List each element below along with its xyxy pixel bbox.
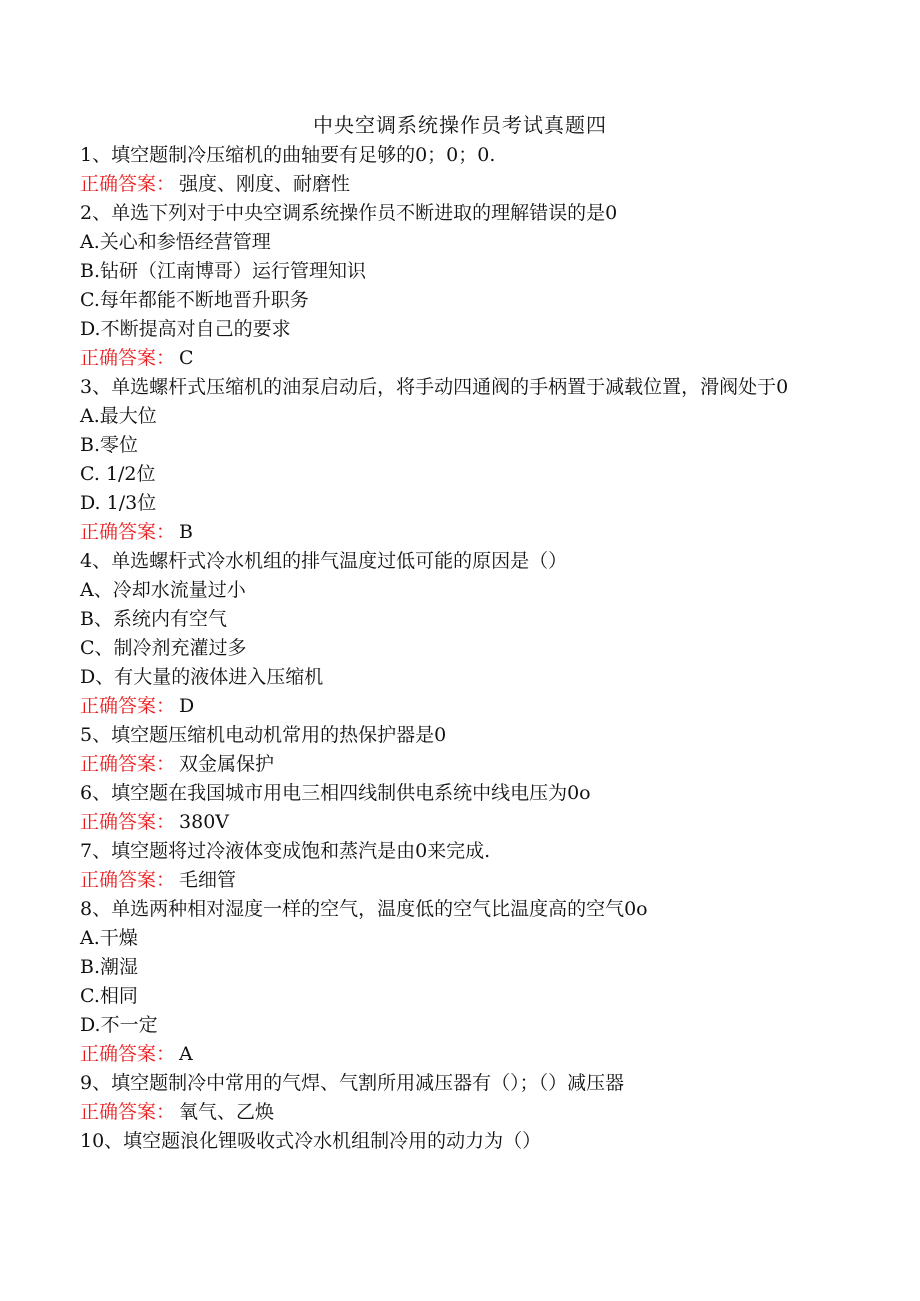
answer-label: 正确答案：	[80, 869, 176, 891]
answer-line	[80, 1098, 840, 1127]
answer-value: 毛细管	[179, 869, 237, 891]
option-b: B.零位	[80, 434, 139, 456]
answer-value: 380V	[179, 811, 230, 833]
option-d: D、有大量的液体进入压缩机	[80, 666, 324, 688]
question-stem: 8、单选两种相对湿度一样的空气，温度低的空气比温度高的空气0o	[80, 898, 648, 920]
option-a: A、冷却水流量过小	[80, 579, 246, 601]
option-b: B.钻研（江南博哥）运行管理知识	[80, 260, 367, 282]
answer-label: 正确答案：	[80, 1043, 176, 1065]
answer-value: B	[179, 521, 193, 543]
option-a: A.关心和参悟经营管理	[80, 231, 271, 253]
answer-value: 双金属保护	[179, 753, 275, 775]
question-stem: 6、填空题在我国城市用电三相四线制供电系统中线电压为0o	[80, 782, 591, 804]
answer-line	[80, 692, 840, 721]
answer-value: 强度、刚度、耐磨性	[179, 173, 351, 195]
answer-line	[80, 808, 840, 837]
option-d: D.不断提高对自己的要求	[80, 318, 291, 340]
option-d: D.不一定	[80, 1014, 158, 1036]
answer-line	[80, 866, 840, 895]
answer-value: D	[179, 695, 195, 717]
option-c: C. 1/2位	[80, 463, 156, 485]
option-c: C.每年都能不断地晋升职务	[80, 289, 309, 311]
option-d: D. 1/3位	[80, 492, 157, 514]
answer-value: A	[179, 1043, 193, 1065]
option-c: C、制冷剂充灌过多	[80, 637, 247, 659]
answer-label: 正确答案：	[80, 347, 176, 369]
answer-label: 正确答案：	[80, 753, 176, 775]
option-b: B、系统内有空气	[80, 608, 227, 630]
question-stem: 2、单选下列对于中央空调系统操作员不断进取的理解错误的是0	[80, 202, 618, 224]
answer-line	[80, 750, 840, 779]
answer-line	[80, 1040, 840, 1069]
question-stem: 4、单选螺杆式冷水机组的排气温度过低可能的原因是（）	[80, 550, 568, 572]
question-stem: 3、单选螺杆式压缩机的油泵启动后，将手动四通阀的手柄置于减载位置，滑阀处于0	[80, 376, 789, 398]
document-title: 中央空调系统操作员考试真题四	[313, 113, 607, 137]
answer-label: 正确答案：	[80, 173, 176, 195]
answer-line	[80, 170, 840, 199]
answer-label: 正确答案：	[80, 521, 176, 543]
question-stem: 10、填空题浪化锂吸收式冷水机组制冷用的动力为（）	[80, 1130, 542, 1152]
answer-line	[80, 518, 840, 547]
option-a: A.干燥	[80, 927, 138, 949]
answer-label: 正确答案：	[80, 695, 176, 717]
answer-label: 正确答案：	[80, 1101, 176, 1123]
question-stem: 5、填空题压缩机电动机常用的热保护器是0	[80, 724, 447, 746]
question-stem: 9、填空题制冷中常用的气焊、气割所用减压器有（）；（）减压器	[80, 1072, 625, 1094]
answer-value: C	[179, 347, 194, 369]
question-list	[80, 141, 840, 1156]
answer-value: 氧气、乙焕	[179, 1101, 275, 1123]
question-stem: 1、填空题制冷压缩机的曲轴要有足够的0；0；0.	[80, 144, 496, 166]
answer-line	[80, 344, 840, 373]
option-c: C.相同	[80, 985, 138, 1007]
option-b: B.潮湿	[80, 956, 139, 978]
question-stem: 7、填空题将过冷液体变成饱和蒸汽是由0来完成.	[80, 840, 491, 862]
option-a: A.最大位	[80, 405, 157, 427]
answer-label: 正确答案：	[80, 811, 176, 833]
